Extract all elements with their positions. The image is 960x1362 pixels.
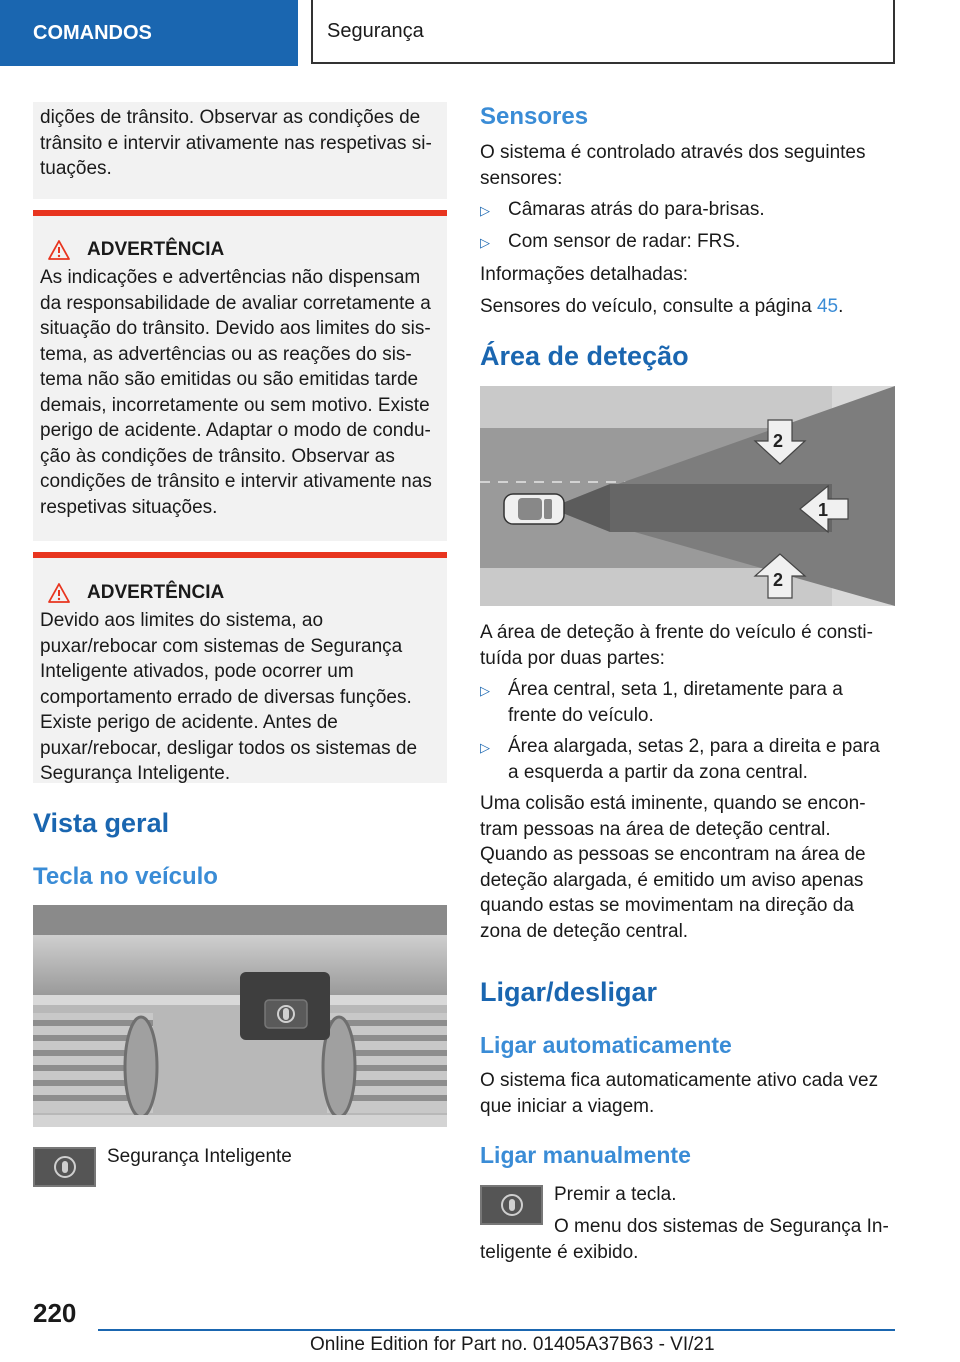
auto-text: O sistema fica automaticamente ativo cada vez que iniciar a viagem.	[480, 1070, 879, 1117]
sensors-heading: Sensores	[480, 103, 589, 130]
button-caption: Segurança Inteligente	[107, 1146, 292, 1167]
detection-area-diagram	[480, 386, 895, 606]
intelligent-safety-icon	[52, 1154, 78, 1180]
page-link[interactable]: 45	[816, 296, 839, 317]
section-tab: COMANDOS	[0, 0, 298, 66]
warning-title-text: ADVERTÊNCIA	[87, 239, 225, 260]
arrow-2-lower-label: 2	[773, 570, 784, 590]
warning-text: As indicações e advertências não dispensam da responsabilidade de avaliar corretamente a situação do trânsito. Devido aos limites do sistema, as advertências ou as reações do sistema não são emitidas ou são emitidas tarde demais, incorretamente ou sem motivo. Existe perigo de acidente. Adaptar o modo de condução às condições de trânsito. Observar as condições de trânsito e intervir ativamente nas respetivas situações.	[40, 267, 432, 518]
overview-heading: Vista geral	[33, 808, 170, 838]
auto-heading: Ligar automaticamente	[480, 1032, 732, 1058]
warning-text: Devido aos limites do sistema, ao puxar/rebocar com sistemas de Segurança Inteligente ativados, pode ocorrer um comportamento errado de diversas funções. Existe perigo de acidente. Antes de puxar/rebocar, desligar todos os sistemas de Segurança Inteligente.	[40, 610, 418, 784]
warning-triangle-icon	[48, 583, 70, 603]
warning-title-text: ADVERTÊNCIA	[87, 582, 225, 603]
arrow-2-upper-label: 2	[773, 431, 784, 451]
warning-title	[40, 580, 437, 606]
bullet-icon: ▷	[480, 683, 490, 698]
bullet-icon: ▷	[480, 235, 490, 250]
details-ref: Sensores do veículo, consulte a página 45.	[480, 296, 844, 317]
dashboard-photo	[33, 905, 447, 1127]
onoff-heading: Ligar/desligar	[480, 977, 658, 1007]
continuation-text: dições de trânsito. Observar as condições de trânsito e intervir ativamente nas respetivas situações.	[40, 107, 432, 179]
bullet-icon: ▷	[480, 740, 490, 755]
subsection-title: Segurança	[311, 0, 895, 64]
page-number: 220	[33, 1298, 77, 1328]
manual-step: Premir a tecla.	[554, 1184, 677, 1205]
button-heading: Tecla no veículo	[33, 863, 218, 890]
safety-button-image	[33, 1147, 96, 1187]
details-label: Informações detalhadas:	[480, 264, 689, 285]
list-item: ▷ Com sensor de radar: FRS.	[480, 229, 895, 256]
area-heading: Área de deteção	[480, 341, 689, 371]
area-intro: A área de deteção à frente do veículo é constituída por duas partes:	[480, 622, 873, 669]
warning-title	[40, 237, 437, 263]
arrow-1-label: 1	[818, 500, 829, 520]
footer-rule	[98, 1329, 895, 1331]
manual-heading: Ligar manualmente	[480, 1142, 691, 1168]
sensors-intro: O sistema é controlado através dos seguintes sensores:	[480, 142, 866, 189]
continuation-box	[33, 102, 447, 199]
list-item: ▷ Área alargada, setas 2, para a direita e para a esquerda a partir da zona central.	[480, 734, 895, 785]
edition-note: Online Edition for Part no. 01405A37B63 - VI/21	[310, 1334, 715, 1355]
warning-triangle-icon	[48, 240, 70, 260]
area-text: Uma colisão está iminente, quando se encontram pessoas na área de deteção central. Quando as pessoas se encontram na área de deteção alargada, é emitido um aviso apenas quando estas se movimentam na direção da zona de deteção central.	[480, 793, 866, 942]
manual-text: O menu dos sistemas de Segurança Inteligente é exibido.	[480, 1216, 889, 1263]
list-item: ▷ Área central, seta 1, diretamente para a frente do veículo.	[480, 677, 895, 728]
bullet-icon: ▷	[480, 203, 490, 218]
list-item: ▷ Câmaras atrás do para-brisas.	[480, 197, 895, 224]
warning-box-1	[33, 216, 447, 541]
warning-box-2	[33, 558, 447, 783]
